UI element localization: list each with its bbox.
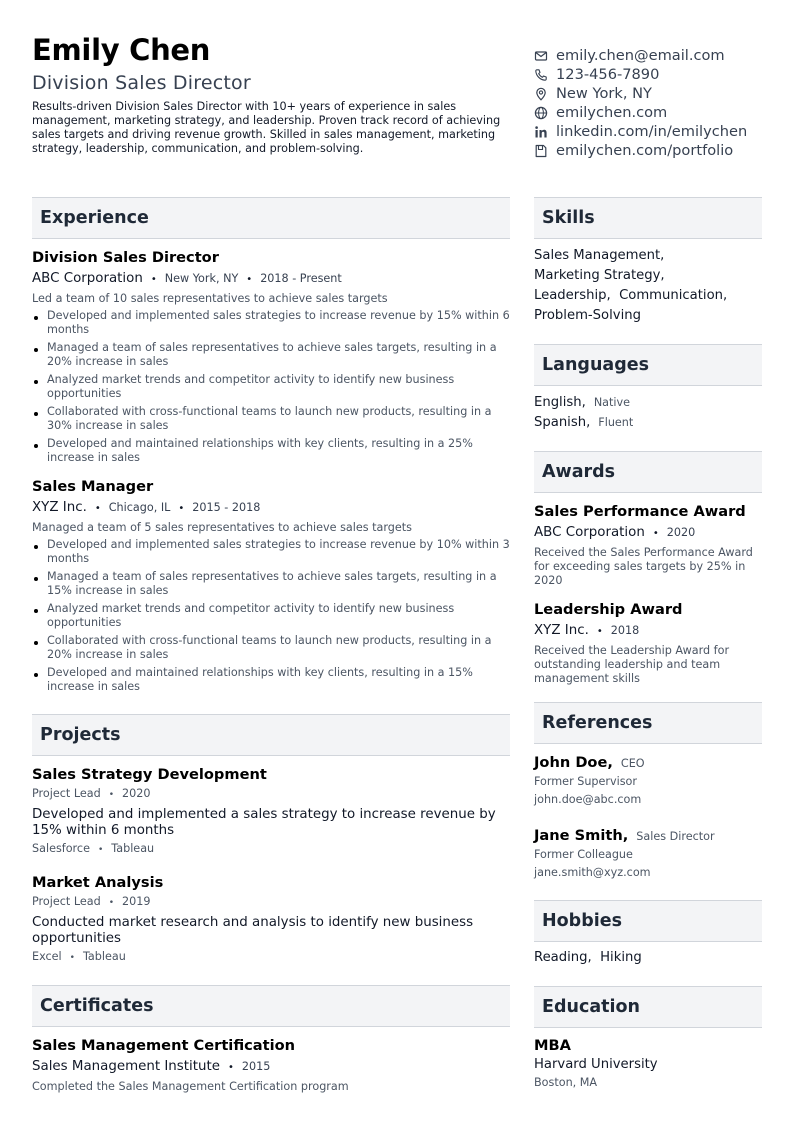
job-summary: Led a team of 10 sales representatives to achieve sales targets [32,292,388,305]
project-tools: Salesforce • Tableau [32,842,155,855]
linkedin-text: linkedin.com/in/emilychen [556,123,748,140]
skill: Problem-Solving [534,308,641,323]
project-item [32,874,510,965]
language-item [534,393,762,413]
contact-phone[interactable] [534,65,774,84]
reference-name: John Doe, [534,754,613,771]
company: XYZ Inc. [32,500,87,515]
job-dates: 2015 - 2018 [192,501,261,514]
job-summary: Managed a team of 5 sales representatives to achieve sales targets [32,521,413,534]
reference-relation: Former Colleague [534,848,633,861]
project-role: Project Lead [32,787,101,800]
reference-role: CEO [620,757,645,770]
reference-item [534,753,762,809]
portfolio-icon [534,144,548,158]
education-item [534,1037,762,1091]
candidate-title: Division Sales Director [32,72,251,94]
job-title: Sales Manager [32,478,154,495]
right-column [534,197,762,1091]
language-level: Fluent [598,416,634,429]
contact-email[interactable] [534,46,774,65]
project-tools: Excel • Tableau [32,950,126,963]
education-heading: Education [534,986,762,1028]
award-item [534,503,762,588]
hobbies-heading: Hobbies [534,900,762,942]
reference-email[interactable]: john.doe@abc.com [534,793,642,806]
experience-item [32,249,510,465]
tool: Tableau [82,950,126,963]
contact-website[interactable] [534,103,774,122]
job-location: Chicago, IL [108,501,171,514]
education-school: Harvard University [534,1057,658,1072]
project-description: Developed and implemented a sales strategy to increase revenue by 15% within 6 months [32,807,496,838]
tool: Tableau [111,842,155,855]
award-description: Received the Sales Performance Award for exceeding sales targets by 25% in 2020 [534,546,753,587]
project-year: 2020 [122,787,151,800]
left-column [32,197,510,1094]
award-org: ABC Corporation [534,525,645,540]
globe-icon [534,106,548,120]
language-item [534,413,762,433]
award-name: Leadership Award [534,601,683,618]
skills-heading: Skills [534,197,762,239]
contact-location [534,84,774,103]
job-title: Division Sales Director [32,249,219,266]
awards-heading: Awards [534,451,762,493]
contact-list [534,46,774,160]
references-heading: References [534,702,762,744]
job-dates: 2018 - Present [260,272,342,285]
languages-heading: Languages [534,344,762,386]
certificates-heading: Certificates [32,985,510,1027]
education-degree: MBA [534,1037,571,1054]
projects-heading: Projects [32,714,510,756]
language-name: English, [534,395,586,410]
list-item: Developed and implemented sales strategies to increase revenue by 15% within 6 months [32,309,510,337]
contact-portfolio[interactable] [534,141,774,160]
list-item: Developed and implemented sales strategies to increase revenue by 10% within 3 months [32,538,510,566]
certificate-issuer: Sales Management Institute [32,1059,220,1074]
contact-linkedin[interactable] [534,122,774,141]
list-item: Developed and maintained relationships with key clients, resulting in a 25% increase in sales [32,437,510,465]
education-location: Boston, MA [534,1076,598,1089]
phone-icon [534,68,548,82]
candidate-name: Emily Chen [32,33,211,67]
list-item: Collaborated with cross-functional teams to launch new products, resulting in a 20% increase in sales [32,634,510,662]
summary: Results-driven Division Sales Director with 10+ years of experience in sales management, marketing strategy, and leadership. Proven track record of achieving sales targets and driving revenue growth. Skilled in sales management, marketing strategy, leadership, communication, and problem-solving. [32,100,501,155]
project-description: Conducted market research and analysis to identify new business opportunities [32,915,474,946]
project-year: 2019 [122,895,151,908]
project-meta: Project Lead • 2020 [32,787,151,800]
award-year: 2020 [666,526,696,539]
map-pin-icon [534,87,548,101]
reference-name: Jane Smith, [534,827,629,844]
list-item: Developed and maintained relationships with key clients, resulting in a 15% increase in sales [32,666,510,694]
tool: Salesforce [32,842,90,855]
job-meta: ABC Corporation • New York, NY • 2018 - Present [32,271,342,286]
list-item: Analyzed market trends and competitor activity to identify new business opportunities [32,602,510,630]
reference-email[interactable]: jane.smith@xyz.com [534,866,651,879]
award-org: XYZ Inc. [534,623,589,638]
award-year: 2018 [610,624,640,637]
tool: Excel [32,950,62,963]
company: ABC Corporation [32,271,143,286]
project-name: Sales Strategy Development [32,766,267,783]
linkedin-icon [534,125,548,139]
email-text: emily.chen@email.com [556,47,725,64]
skill: Sales Management, [534,248,665,263]
list-item: Managed a team of sales representatives to achieve sales targets, resulting in a 15% increase in sales [32,570,510,598]
job-bullets [32,538,510,694]
reference-item [534,826,762,882]
skills-list [534,246,762,326]
portfolio-text: emilychen.com/portfolio [556,142,734,159]
certificate-meta: Sales Management Institute • 2015 [32,1059,271,1074]
list-item: Collaborated with cross-functional teams to launch new products, resulting in a 30% increase in sales [32,405,510,433]
award-meta: ABC Corporation • 2020 [534,525,696,540]
hobby: Reading, [534,950,592,965]
website-text: emilychen.com [556,104,668,121]
skill: Marketing Strategy, [534,268,665,283]
project-meta: Project Lead • 2019 [32,895,151,908]
job-bullets [32,309,510,465]
job-location: New York, NY [164,272,239,285]
certificate-item [32,1037,510,1094]
hobby: Hiking [600,950,642,965]
experience-heading: Experience [32,197,510,239]
list-item: Managed a team of sales representatives to achieve sales targets, resulting in a 20% increase in sales [32,341,510,369]
language-level: Native [593,396,631,409]
award-name: Sales Performance Award [534,503,746,520]
project-name: Market Analysis [32,874,164,891]
skill: Leadership, [534,288,611,303]
certificate-name: Sales Management Certification [32,1037,296,1054]
award-description: Received the Leadership Award for outstanding leadership and team management skills [534,644,730,685]
location-text: New York, NY [556,85,652,102]
languages-list [534,393,762,433]
certificate-description: Completed the Sales Management Certification program [32,1080,349,1093]
language-name: Spanish, [534,415,591,430]
hobbies-list [534,948,762,968]
mail-icon [534,49,548,63]
project-item [32,766,510,857]
skill: Communication, [619,288,728,303]
phone-text: 123-456-7890 [556,66,660,83]
experience-item [32,478,510,694]
award-item [534,601,762,686]
reference-role: Sales Director [636,830,715,843]
reference-relation: Former Supervisor [534,775,637,788]
list-item: Analyzed market trends and competitor activity to identify new business opportunities [32,373,510,401]
award-meta: XYZ Inc. • 2018 [534,623,640,638]
certificate-year: 2015 [241,1060,271,1073]
job-meta: XYZ Inc. • Chicago, IL • 2015 - 2018 [32,500,261,515]
header [32,32,502,156]
project-role: Project Lead [32,895,101,908]
